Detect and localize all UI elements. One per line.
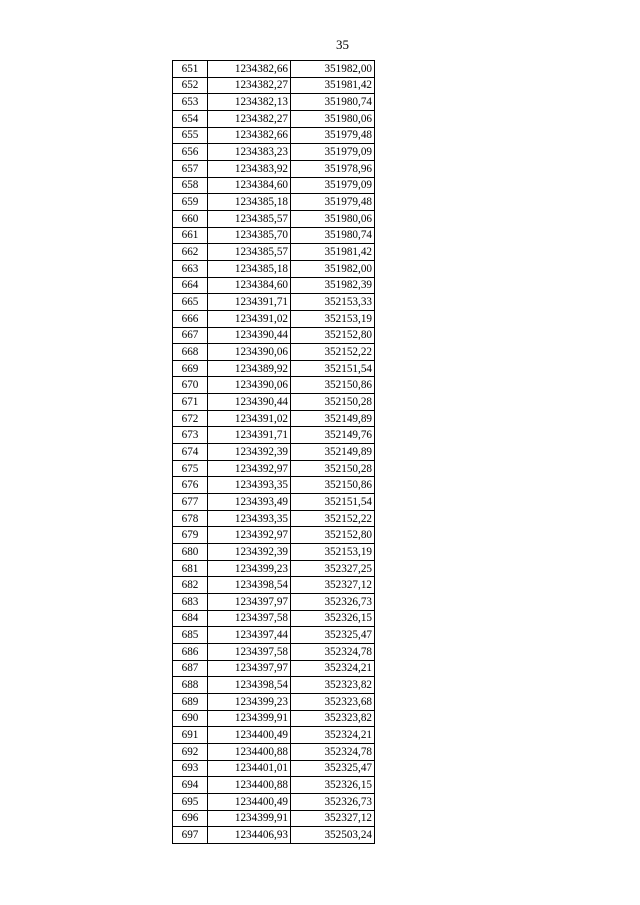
y-coordinate-cell: 352327,12 (291, 810, 375, 827)
page-number: 35 (336, 37, 349, 52)
x-coordinate-cell: 1234397,97 (208, 594, 291, 611)
x-coordinate-cell: 1234390,44 (208, 394, 291, 411)
x-coordinate-cell: 1234397,44 (208, 627, 291, 644)
point-number-cell: 691 (173, 727, 208, 744)
y-coordinate-cell: 352503,24 (291, 827, 375, 844)
table-row (173, 260, 375, 277)
table-row (173, 610, 375, 627)
table-row (173, 510, 375, 527)
point-number-cell: 682 (173, 577, 208, 594)
y-coordinate-cell: 351980,06 (291, 110, 375, 127)
point-number-cell: 672 (173, 410, 208, 427)
table-row (173, 710, 375, 727)
y-coordinate-cell: 352327,12 (291, 577, 375, 594)
x-coordinate-cell: 1234398,54 (208, 577, 291, 594)
coordinates-table (172, 60, 375, 844)
x-coordinate-cell: 1234400,49 (208, 727, 291, 744)
y-coordinate-cell: 352323,82 (291, 677, 375, 694)
point-number-cell: 656 (173, 144, 208, 161)
y-coordinate-cell: 352150,28 (291, 394, 375, 411)
x-coordinate-cell: 1234392,97 (208, 527, 291, 544)
y-coordinate-cell: 352152,80 (291, 327, 375, 344)
table-row (173, 77, 375, 94)
x-coordinate-cell: 1234400,49 (208, 793, 291, 810)
point-number-cell: 667 (173, 327, 208, 344)
y-coordinate-cell: 352150,86 (291, 477, 375, 494)
x-coordinate-cell: 1234399,91 (208, 710, 291, 727)
x-coordinate-cell: 1234384,60 (208, 277, 291, 294)
point-number-cell: 675 (173, 460, 208, 477)
x-coordinate-cell: 1234390,06 (208, 344, 291, 361)
table-row (173, 294, 375, 311)
point-number-cell: 681 (173, 560, 208, 577)
x-coordinate-cell: 1234385,18 (208, 194, 291, 211)
y-coordinate-cell: 351979,09 (291, 177, 375, 194)
point-number-cell: 679 (173, 527, 208, 544)
x-coordinate-cell: 1234393,49 (208, 494, 291, 511)
x-coordinate-cell: 1234385,57 (208, 244, 291, 261)
y-coordinate-cell: 352150,86 (291, 377, 375, 394)
y-coordinate-cell: 352326,73 (291, 793, 375, 810)
point-number-cell: 658 (173, 177, 208, 194)
point-number-cell: 686 (173, 643, 208, 660)
table-row (173, 810, 375, 827)
table-row (173, 61, 375, 78)
point-number-cell: 669 (173, 360, 208, 377)
point-number-cell: 661 (173, 227, 208, 244)
y-coordinate-cell: 352151,54 (291, 494, 375, 511)
table-row (173, 160, 375, 177)
y-coordinate-cell: 352326,15 (291, 777, 375, 794)
y-coordinate-cell: 352149,89 (291, 444, 375, 461)
x-coordinate-cell: 1234389,92 (208, 360, 291, 377)
x-coordinate-cell: 1234398,54 (208, 677, 291, 694)
point-number-cell: 660 (173, 210, 208, 227)
x-coordinate-cell: 1234399,23 (208, 693, 291, 710)
table-row (173, 277, 375, 294)
y-coordinate-cell: 352149,89 (291, 410, 375, 427)
table-row (173, 527, 375, 544)
point-number-cell: 678 (173, 510, 208, 527)
x-coordinate-cell: 1234391,02 (208, 410, 291, 427)
y-coordinate-cell: 351980,74 (291, 94, 375, 111)
point-number-cell: 676 (173, 477, 208, 494)
y-coordinate-cell: 352326,73 (291, 594, 375, 611)
x-coordinate-cell: 1234390,06 (208, 377, 291, 394)
table-row (173, 743, 375, 760)
y-coordinate-cell: 352326,15 (291, 610, 375, 627)
point-number-cell: 665 (173, 294, 208, 311)
y-coordinate-cell: 351980,06 (291, 210, 375, 227)
table-row (173, 394, 375, 411)
x-coordinate-cell: 1234397,58 (208, 643, 291, 660)
point-number-cell: 668 (173, 344, 208, 361)
point-number-cell: 655 (173, 127, 208, 144)
point-number-cell: 651 (173, 61, 208, 78)
x-coordinate-cell: 1234397,97 (208, 660, 291, 677)
table-row (173, 377, 375, 394)
point-number-cell: 695 (173, 793, 208, 810)
y-coordinate-cell: 352149,76 (291, 427, 375, 444)
x-coordinate-cell: 1234383,23 (208, 144, 291, 161)
table-row (173, 544, 375, 561)
point-number-cell: 688 (173, 677, 208, 694)
point-number-cell: 680 (173, 544, 208, 561)
point-number-cell: 684 (173, 610, 208, 627)
point-number-cell: 690 (173, 710, 208, 727)
table-row (173, 477, 375, 494)
point-number-cell: 696 (173, 810, 208, 827)
y-coordinate-cell: 352152,22 (291, 510, 375, 527)
x-coordinate-cell: 1234393,35 (208, 510, 291, 527)
y-coordinate-cell: 351979,09 (291, 144, 375, 161)
y-coordinate-cell: 351982,39 (291, 277, 375, 294)
y-coordinate-cell: 351979,48 (291, 194, 375, 211)
x-coordinate-cell: 1234392,97 (208, 460, 291, 477)
y-coordinate-cell: 352325,47 (291, 627, 375, 644)
y-coordinate-cell: 352325,47 (291, 760, 375, 777)
table-row (173, 827, 375, 844)
x-coordinate-cell: 1234392,39 (208, 444, 291, 461)
table-row (173, 460, 375, 477)
x-coordinate-cell: 1234385,18 (208, 260, 291, 277)
table-row (173, 777, 375, 794)
y-coordinate-cell: 352324,21 (291, 660, 375, 677)
table-row (173, 693, 375, 710)
y-coordinate-cell: 352324,21 (291, 727, 375, 744)
x-coordinate-cell: 1234406,93 (208, 827, 291, 844)
coordinates-table-body (173, 61, 375, 844)
point-number-cell: 662 (173, 244, 208, 261)
table-row (173, 110, 375, 127)
x-coordinate-cell: 1234382,66 (208, 127, 291, 144)
point-number-cell: 674 (173, 444, 208, 461)
y-coordinate-cell: 352152,80 (291, 527, 375, 544)
y-coordinate-cell: 351981,42 (291, 77, 375, 94)
y-coordinate-cell: 352153,33 (291, 294, 375, 311)
y-coordinate-cell: 351979,48 (291, 127, 375, 144)
y-coordinate-cell: 352324,78 (291, 743, 375, 760)
x-coordinate-cell: 1234382,27 (208, 110, 291, 127)
point-number-cell: 677 (173, 494, 208, 511)
point-number-cell: 673 (173, 427, 208, 444)
point-number-cell: 663 (173, 260, 208, 277)
x-coordinate-cell: 1234382,66 (208, 61, 291, 78)
point-number-cell: 694 (173, 777, 208, 794)
table-row (173, 793, 375, 810)
table-row (173, 210, 375, 227)
point-number-cell: 689 (173, 693, 208, 710)
point-number-cell: 683 (173, 594, 208, 611)
point-number-cell: 653 (173, 94, 208, 111)
x-coordinate-cell: 1234391,71 (208, 294, 291, 311)
table-row (173, 677, 375, 694)
x-coordinate-cell: 1234399,23 (208, 560, 291, 577)
x-coordinate-cell: 1234384,60 (208, 177, 291, 194)
y-coordinate-cell: 351982,00 (291, 260, 375, 277)
point-number-cell: 687 (173, 660, 208, 677)
table-row (173, 577, 375, 594)
x-coordinate-cell: 1234385,57 (208, 210, 291, 227)
y-coordinate-cell: 352152,22 (291, 344, 375, 361)
y-coordinate-cell: 351978,96 (291, 160, 375, 177)
y-coordinate-cell: 351982,00 (291, 61, 375, 78)
table-row (173, 327, 375, 344)
table-row (173, 494, 375, 511)
x-coordinate-cell: 1234390,44 (208, 327, 291, 344)
table-row (173, 177, 375, 194)
x-coordinate-cell: 1234382,13 (208, 94, 291, 111)
table-row (173, 594, 375, 611)
x-coordinate-cell: 1234382,27 (208, 77, 291, 94)
x-coordinate-cell: 1234401,01 (208, 760, 291, 777)
point-number-cell: 666 (173, 310, 208, 327)
point-number-cell: 652 (173, 77, 208, 94)
table-row (173, 227, 375, 244)
table-row (173, 560, 375, 577)
point-number-cell: 670 (173, 377, 208, 394)
table-row (173, 244, 375, 261)
point-number-cell: 657 (173, 160, 208, 177)
y-coordinate-cell: 352151,54 (291, 360, 375, 377)
y-coordinate-cell: 352153,19 (291, 544, 375, 561)
point-number-cell: 685 (173, 627, 208, 644)
table-row (173, 194, 375, 211)
table-row (173, 643, 375, 660)
point-number-cell: 697 (173, 827, 208, 844)
table-row (173, 660, 375, 677)
x-coordinate-cell: 1234400,88 (208, 777, 291, 794)
y-coordinate-cell: 352323,82 (291, 710, 375, 727)
x-coordinate-cell: 1234397,58 (208, 610, 291, 627)
point-number-cell: 654 (173, 110, 208, 127)
point-number-cell: 664 (173, 277, 208, 294)
x-coordinate-cell: 1234383,92 (208, 160, 291, 177)
x-coordinate-cell: 1234391,71 (208, 427, 291, 444)
y-coordinate-cell: 351980,74 (291, 227, 375, 244)
y-coordinate-cell: 352153,19 (291, 310, 375, 327)
table-row (173, 760, 375, 777)
x-coordinate-cell: 1234385,70 (208, 227, 291, 244)
table-row (173, 444, 375, 461)
table-row (173, 127, 375, 144)
table-row (173, 627, 375, 644)
x-coordinate-cell: 1234392,39 (208, 544, 291, 561)
table-row (173, 427, 375, 444)
table-row (173, 410, 375, 427)
x-coordinate-cell: 1234400,88 (208, 743, 291, 760)
table-row (173, 94, 375, 111)
x-coordinate-cell: 1234391,02 (208, 310, 291, 327)
point-number-cell: 659 (173, 194, 208, 211)
y-coordinate-cell: 351981,42 (291, 244, 375, 261)
table-row (173, 310, 375, 327)
table-row (173, 344, 375, 361)
point-number-cell: 692 (173, 743, 208, 760)
y-coordinate-cell: 352150,28 (291, 460, 375, 477)
y-coordinate-cell: 352324,78 (291, 643, 375, 660)
point-number-cell: 671 (173, 394, 208, 411)
x-coordinate-cell: 1234399,91 (208, 810, 291, 827)
table-row (173, 360, 375, 377)
point-number-cell: 693 (173, 760, 208, 777)
table-row (173, 144, 375, 161)
y-coordinate-cell: 352323,68 (291, 693, 375, 710)
x-coordinate-cell: 1234393,35 (208, 477, 291, 494)
y-coordinate-cell: 352327,25 (291, 560, 375, 577)
table-row (173, 727, 375, 744)
